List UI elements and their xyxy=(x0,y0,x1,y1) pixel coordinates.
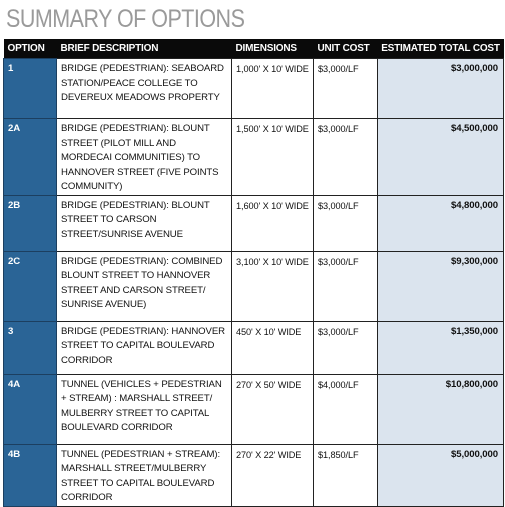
total-cost-cell: $10,800,000 xyxy=(378,374,504,444)
total-cost-cell: $4,800,000 xyxy=(378,195,504,251)
dimensions-cell: 270' X 50' WIDE xyxy=(232,374,314,444)
dimensions-cell: 450' X 10' WIDE xyxy=(232,321,314,374)
dimensions-cell: 3,100' X 10' WIDE xyxy=(232,251,314,321)
dimensions-cell: 1,000' X 10' WIDE xyxy=(232,59,314,119)
total-cost-cell: $5,000,000 xyxy=(378,444,504,506)
header-description: BRIEF DESCRIPTION xyxy=(57,39,232,59)
unit-cost-cell: $3,000/LF xyxy=(314,59,378,119)
page-title: SUMMARY OF OPTIONS xyxy=(6,5,245,33)
unit-cost-cell: $3,000/LF xyxy=(314,195,378,251)
dimensions-cell: 1,600' X 10' WIDE xyxy=(232,195,314,251)
table-row xyxy=(4,374,504,444)
option-cell: 1 xyxy=(4,59,57,119)
option-cell: 2B xyxy=(4,195,57,251)
total-cost-cell: $4,500,000 xyxy=(378,119,504,196)
header-total-cost: ESTIMATED TOTAL COST xyxy=(378,39,504,59)
unit-cost-cell: $1,850/LF xyxy=(314,444,378,506)
description-cell: BRIDGE (PEDESTRIAN): SEABOARD STATION/PEACE COLLEGE TO DEVEREUX MEADOWS PROPERTY xyxy=(57,59,232,119)
option-cell: 4A xyxy=(4,374,57,444)
total-cost-cell: $3,000,000 xyxy=(378,59,504,119)
unit-cost-cell: $3,000/LF xyxy=(314,251,378,321)
dimensions-cell: 1,500' X 10' WIDE xyxy=(232,119,314,196)
header-dimensions: DIMENSIONS xyxy=(232,39,314,59)
option-cell: 3 xyxy=(4,321,57,374)
option-cell: 2C xyxy=(4,251,57,321)
dimensions-cell: 270' X 22' WIDE xyxy=(232,444,314,506)
option-cell: 2A xyxy=(4,119,57,196)
description-cell: BRIDGE (PEDESTRIAN): BLOUNT STREET (PILOT MILL AND MORDECAI COMMUNITIES) TO HANNOVER STREET (FIVE POINTS COMMUNITY) xyxy=(57,119,232,196)
description-cell: BRIDGE (PEDESTRIAN): COMBINED BLOUNT STREET TO HANNOVER STREET AND CARSON STREET/ SUNRISE AVENUE) xyxy=(57,251,232,321)
table-row xyxy=(4,444,504,506)
unit-cost-cell: $3,000/LF xyxy=(314,119,378,196)
total-cost-cell: $9,300,000 xyxy=(378,251,504,321)
description-cell: TUNNEL (PEDESTRIAN + STREAM): MARSHALL STREET/MULBERRY STREET TO CAPITAL BOULEVARD CORRIDOR xyxy=(57,444,232,506)
table-header-row xyxy=(4,39,504,59)
table-row xyxy=(4,321,504,374)
description-cell: BRIDGE (PEDESTRIAN): BLOUNT STREET TO CARSON STREET/SUNRISE AVENUE xyxy=(57,195,232,251)
table-row xyxy=(4,195,504,251)
header-unit-cost: UNIT COST xyxy=(314,39,378,59)
header-option: OPTION xyxy=(4,39,57,59)
option-cell: 4B xyxy=(4,444,57,506)
table-row xyxy=(4,119,504,196)
unit-cost-cell: $4,000/LF xyxy=(314,374,378,444)
table-row xyxy=(4,59,504,119)
unit-cost-cell: $3,000/LF xyxy=(314,321,378,374)
options-table xyxy=(3,39,504,507)
table-row xyxy=(4,251,504,321)
description-cell: TUNNEL (VEHICLES + PEDESTRIAN + STREAM) : MARSHALL STREET/ MULBERRY STREET TO CAPITAL BOULEVARD CORRIDOR xyxy=(57,374,232,444)
description-cell: BRIDGE (PEDESTRIAN): HANNOVER STREET TO CAPITAL BOULEVARD CORRIDOR xyxy=(57,321,232,374)
total-cost-cell: $1,350,000 xyxy=(378,321,504,374)
